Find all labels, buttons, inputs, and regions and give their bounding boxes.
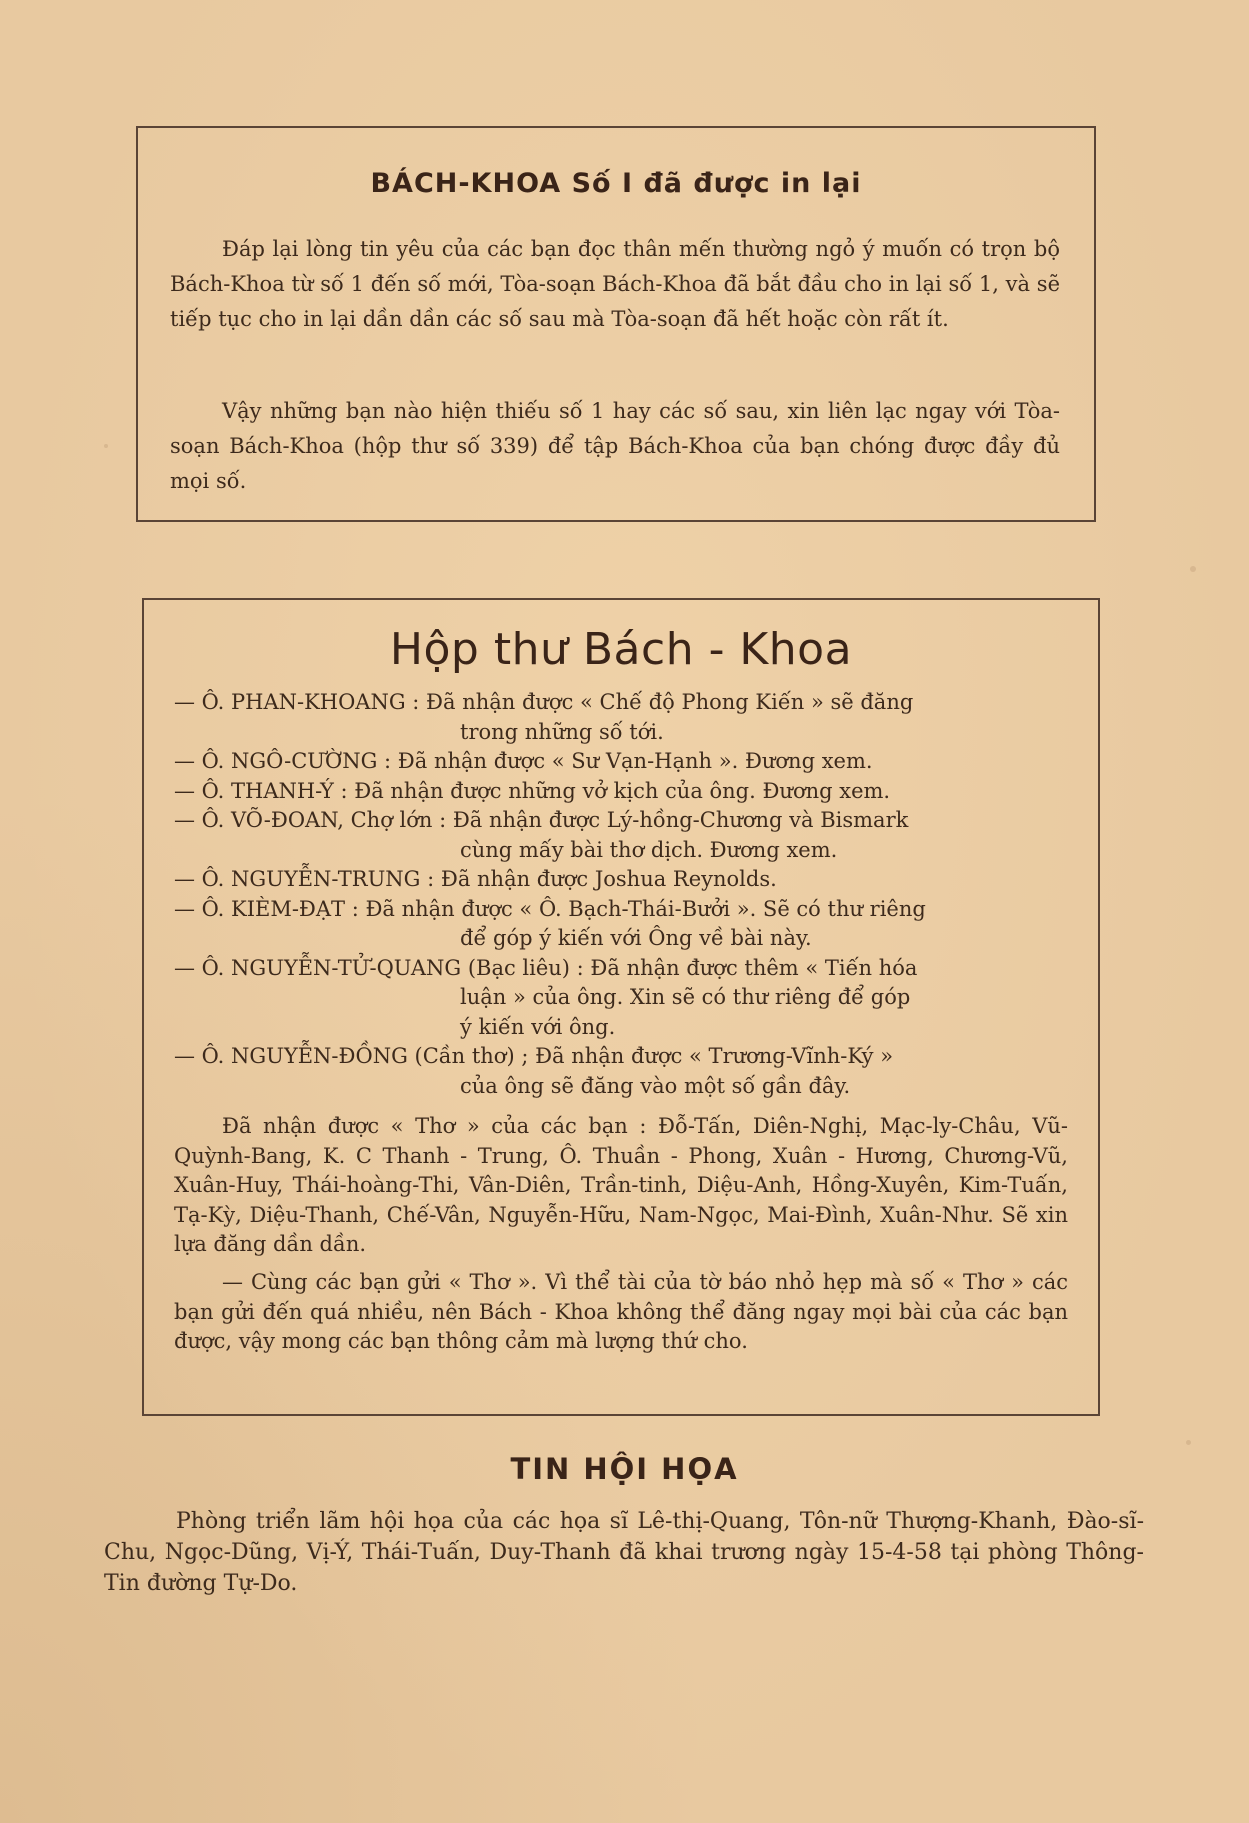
letter-line: — Ô. VÕ-ĐOAN, Chợ lớn : Đã nhận được Lý-hồng-Chương và Bismark xyxy=(174,808,909,832)
letter-line: — Ô. KIÈM-ĐẠT : Đã nhận được « Ô. Bạch-Thái-Bưởi ». Sẽ có thư riêng xyxy=(174,896,926,921)
letter-line: — Ô. NGUYỄN-TỬ-QUANG (Bạc liêu) : Đã nhận được thêm « Tiến hóa xyxy=(174,955,918,980)
mailbox-letter xyxy=(174,688,1068,747)
paper-speck xyxy=(104,444,108,448)
mailbox-letter xyxy=(174,747,1068,777)
mailbox-letter xyxy=(174,895,1068,954)
letter-continuation: luận » của ông. Xin sẽ có thư riêng để góp xyxy=(460,985,911,1009)
letter-line: — Ô. NGÔ-CƯỜNG : Đã nhận được « Sư Vạn-Hạnh ». Đương xem. xyxy=(174,749,873,773)
letter-line: — Ô. PHAN-KHOANG : Đã nhận được « Chế độ Phong Kiến » sẽ đăng xyxy=(174,690,914,714)
letter-continuation: trong những số tới. xyxy=(460,719,664,744)
letter-line: — Ô. NGUYỄN-TRUNG : Đã nhận được Joshua Reynolds. xyxy=(174,867,777,891)
letter-continuation: của ông sẽ đăng vào một số gần đây. xyxy=(460,1073,851,1098)
reprint-notice-title: BÁCH-KHOA Số I đã được in lại xyxy=(370,168,862,199)
letter-line: — Ô. THANH-Ý : Đã nhận được những vở kịch của ông. Đương xem. xyxy=(174,778,891,803)
paper-speck xyxy=(1190,566,1196,572)
poems-note-paragraph: — Cùng các bạn gửi « Thơ ». Vì thể tài của tờ báo nhỏ hẹp mà số « Thơ » các bạn gửi đến quá nhiều, nên Bách - Khoa không thể đăng ngay mọi bài của các bạn được, vậy mong các bạn thông cảm mà lượng thứ cho. xyxy=(174,1270,1068,1353)
reprint-notice-paragraph: Đáp lại lòng tin yêu của các bạn đọc thân mến thường ngỏ ý muốn có trọn bộ Bách-Khoa từ số 1 đến số mới, Tòa-soạn Bách-Khoa đã bắt đầu cho in lại số 1, và sẽ tiếp tục cho in lại dần dần các số sau mà Tòa-soạn đã hết hoặc còn rất ít. xyxy=(170,237,1060,331)
reprint-notice-box xyxy=(136,126,1096,522)
letter-continuation: để góp ý kiến với Ông về bài này. xyxy=(460,926,812,950)
mailbox-box xyxy=(142,598,1100,1416)
mailbox-title: Hộp thư Bách - Khoa xyxy=(389,624,853,675)
mailbox-letter xyxy=(174,806,1068,865)
mailbox-letter xyxy=(174,1042,1068,1101)
reprint-notice-paragraph: Vậy những bạn nào hiện thiếu số 1 hay các số sau, xin liên lạc ngay với Tòa-soạn Bách-Khoa (hộp thư số 339) để tập Bách-Khoa của bạn chóng được đầy đủ mọi số. xyxy=(170,399,1060,493)
art-news-title: TIN HỘI HỌA xyxy=(510,1452,739,1486)
art-news-body: Phòng triển lãm hội họa của các họa sĩ Lê-thị-Quang, Tôn-nữ Thượng-Khanh, Đào-sĩ-Chu, Ngọc-Dũng, Vị-Ý, Thái-Tuấn, Duy-Thanh đã khai trương ngày 15-4-58 tại phòng Thông-Tin đường Tự-Do. xyxy=(104,1509,1144,1596)
mailbox-letter xyxy=(174,777,1068,807)
mailbox-letter xyxy=(174,954,1068,1043)
poems-received-paragraph: Đã nhận được « Thơ » của các bạn : Đỗ-Tấn, Diên-Nghị, Mạc-ly-Châu, Vũ-Quỳnh-Bang, K. C Thanh - Trung, Ô. Thuần - Phong, Xuân - Hương, Chương-Vũ, Xuân-Huy, Thái-hoàng-Thi, Vân-Diên, Trần-tinh, Diệu-Anh, Hồng-Xuyên, Kim-Tuấn, Tạ-Kỳ, Diệu-Thanh, Chế-Vân, Nguyễn-Hữu, Nam-Ngọc, Mai-Đình, Xuân-Như. Sẽ xin lựa đăng dần dần. xyxy=(174,1114,1068,1256)
letter-continuation: cùng mấy bài thơ dịch. Đương xem. xyxy=(460,837,838,862)
mailbox-letter-list xyxy=(174,688,1068,1101)
paper-speck xyxy=(1186,1440,1191,1445)
letter-line: — Ô. NGUYỄN-ĐỒNG (Cần thơ) ; Đã nhận được « Trương-Vĩnh-Ký » xyxy=(174,1044,894,1068)
mailbox-letter xyxy=(174,865,1068,895)
letter-continuation: ý kiến với ông. xyxy=(460,1014,616,1039)
